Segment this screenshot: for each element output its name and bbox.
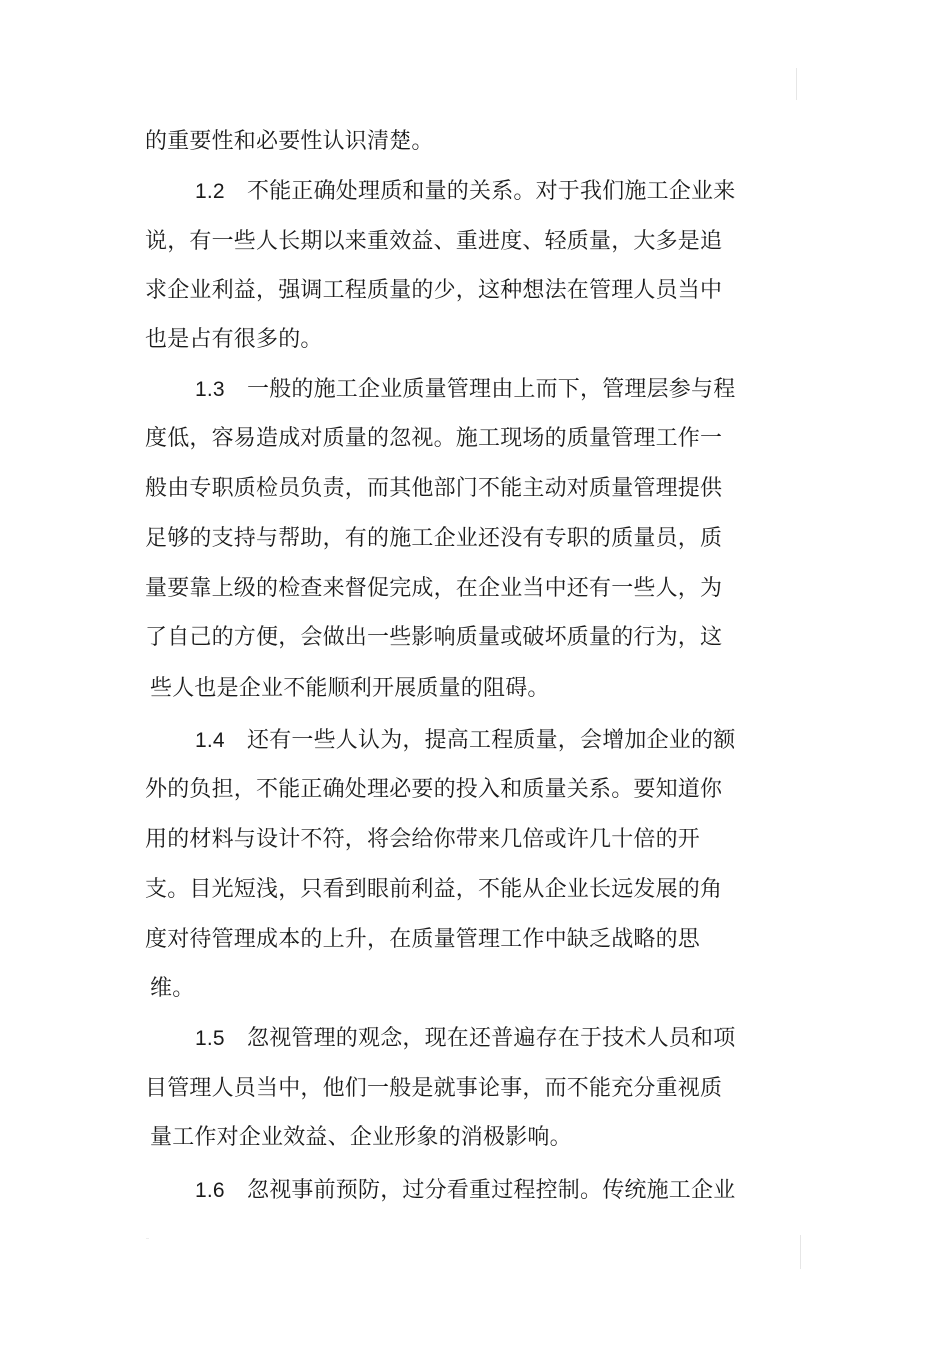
line-text: 些人也是企业不能顺利开展质量的阻碍。 bbox=[150, 676, 550, 701]
paragraph-line bbox=[145, 425, 722, 453]
line-text: 维。 bbox=[150, 976, 195, 1001]
line-text: 量要靠上级的检查来督促完成，在企业当中还有一些人，为 bbox=[145, 576, 723, 601]
line-text: 外的负担，不能正确处理必要的投入和质量关系。要知道你 bbox=[145, 777, 723, 802]
line-text: 忽视事前预防，过分看重过程控制。传统施工企业 bbox=[247, 1178, 736, 1203]
paragraph-line bbox=[145, 826, 700, 854]
paragraph-line bbox=[145, 277, 722, 305]
paragraph-line bbox=[145, 128, 434, 156]
paragraph-line-section-1-4 bbox=[195, 727, 735, 755]
paragraph-line-section-1-5 bbox=[195, 1025, 735, 1053]
paragraph-line bbox=[150, 1124, 572, 1152]
section-number: 1.4 bbox=[195, 729, 225, 752]
section-number: 1.5 bbox=[195, 1027, 225, 1050]
paragraph-line bbox=[145, 525, 722, 553]
paragraph-line bbox=[150, 975, 194, 1003]
section-number: 1.2 bbox=[195, 180, 225, 203]
line-text: 也是占有很多的。 bbox=[145, 327, 323, 352]
paragraph-line-section-1-6 bbox=[195, 1177, 735, 1205]
page-edge-mark bbox=[796, 68, 797, 100]
paragraph-line bbox=[145, 876, 722, 904]
line-text: 度低，容易造成对质量的忽视。施工现场的质量管理工作一 bbox=[145, 426, 723, 451]
paragraph-line bbox=[145, 575, 722, 603]
scan-artifact bbox=[146, 1238, 149, 1239]
paragraph-line bbox=[145, 475, 722, 503]
line-text: 用的材料与设计不符，将会给你带来几倍或许几十倍的开 bbox=[145, 827, 701, 852]
line-text: 的重要性和必要性认识清楚。 bbox=[145, 129, 434, 154]
section-number: 1.3 bbox=[195, 378, 225, 401]
section-number: 1.6 bbox=[195, 1179, 225, 1202]
paragraph-line bbox=[145, 926, 700, 954]
line-text: 不能正确处理质和量的关系。对于我们施工企业来 bbox=[247, 179, 736, 204]
line-text: 度对待管理成本的上升，在质量管理工作中缺乏战略的思 bbox=[145, 927, 701, 952]
line-text: 支。目光短浅，只看到眼前利益，不能从企业长远发展的角 bbox=[145, 877, 723, 902]
line-text: 足够的支持与帮助，有的施工企业还没有专职的质量员，质 bbox=[145, 526, 723, 551]
paragraph-line bbox=[145, 776, 722, 804]
line-text: 还有一些人认为，提高工程质量，会增加企业的额 bbox=[247, 728, 736, 753]
line-text: 般由专职质检员负责，而其他部门不能主动对质量管理提供 bbox=[145, 476, 723, 501]
paragraph-line bbox=[145, 326, 323, 354]
paragraph-line-section-1-3 bbox=[195, 376, 735, 404]
paragraph-line bbox=[145, 1075, 722, 1103]
line-text: 目管理人员当中，他们一般是就事论事，而不能充分重视质 bbox=[145, 1076, 723, 1101]
page-edge-mark bbox=[800, 1235, 801, 1269]
line-text: 忽视管理的观念，现在还普遍存在于技术人员和项 bbox=[247, 1026, 736, 1051]
paragraph-line bbox=[150, 675, 550, 703]
line-text: 求企业利益，强调工程质量的少，这种想法在管理人员当中 bbox=[145, 278, 723, 303]
paragraph-line bbox=[145, 228, 722, 256]
line-text: 了自己的方便，会做出一些影响质量或破坏质量的行为，这 bbox=[145, 625, 723, 650]
paragraph-line bbox=[145, 624, 722, 652]
line-text: 量工作对企业效益、企业形象的消极影响。 bbox=[150, 1125, 572, 1150]
line-text: 说，有一些人长期以来重效益、重进度、轻质量，大多是追 bbox=[145, 229, 723, 254]
line-text: 一般的施工企业质量管理由上而下，管理层参与程 bbox=[247, 377, 736, 402]
paragraph-line-section-1-2 bbox=[195, 178, 735, 206]
